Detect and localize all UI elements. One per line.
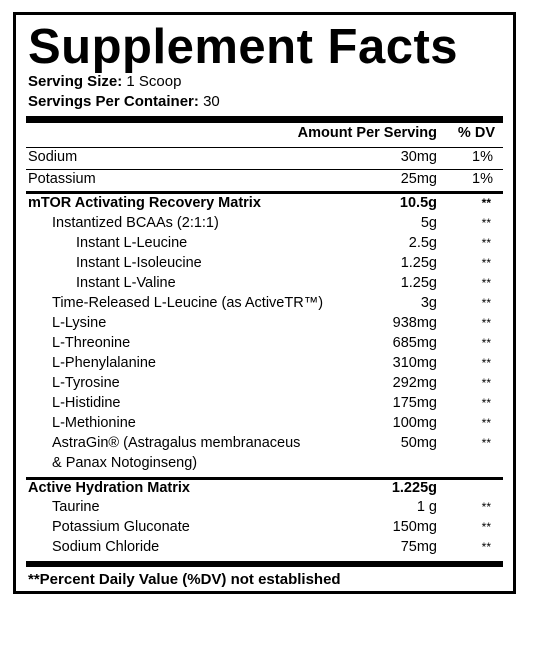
serving-size-label: Serving Size: — [28, 73, 123, 90]
table-row — [28, 395, 501, 415]
row-dv: ** — [481, 336, 491, 350]
divider — [26, 169, 503, 170]
row-amount: 1.25g — [400, 275, 437, 291]
table-row — [28, 235, 501, 255]
supplement-facts-panel — [13, 12, 516, 594]
table-row — [28, 295, 501, 315]
thick-divider — [26, 116, 503, 123]
panel-title: Supplement Facts — [28, 20, 459, 74]
row-name: Instant L-Isoleucine — [76, 255, 202, 271]
matrix-amount: 10.5g — [399, 195, 437, 211]
row-name: Sodium — [28, 149, 78, 165]
table-row — [28, 335, 501, 355]
matrix-name: Active Hydration Matrix — [28, 480, 190, 496]
thick-divider — [26, 561, 503, 567]
row-amount: 292mg — [392, 375, 437, 391]
row-name: L-Methionine — [52, 415, 136, 431]
row-amount: 3g — [420, 295, 437, 311]
row-amount: 310mg — [392, 355, 437, 371]
divider — [26, 147, 503, 148]
footnote: **Percent Daily Value (%DV) not established — [28, 571, 341, 588]
servings-label: Servings Per Container: — [28, 93, 199, 110]
row-amount: 685mg — [392, 335, 437, 351]
row-dv: ** — [481, 396, 491, 410]
row-dv: 1% — [472, 171, 493, 187]
row-name: L-Histidine — [52, 395, 121, 411]
row-amount: 175mg — [392, 395, 437, 411]
table-row — [28, 455, 501, 475]
row-dv: 1% — [472, 149, 493, 165]
table-row — [28, 355, 501, 375]
row-name: L-Lysine — [52, 315, 107, 331]
serving-size — [28, 73, 181, 90]
row-amount: 50mg — [400, 435, 437, 451]
column-header — [28, 125, 501, 145]
table-row — [28, 255, 501, 275]
row-dv: ** — [481, 356, 491, 370]
row-dv: ** — [481, 540, 491, 554]
table-row — [28, 519, 501, 539]
row-amount: 100mg — [392, 415, 437, 431]
table-row — [28, 315, 501, 335]
row-dv: ** — [481, 520, 491, 534]
row-dv: ** — [481, 376, 491, 390]
serving-size-value: 1 Scoop — [126, 73, 182, 90]
servings-per-container — [28, 93, 220, 110]
row-dv: ** — [481, 436, 491, 450]
row-dv: ** — [481, 256, 491, 270]
row-dv: ** — [481, 236, 491, 250]
table-row — [28, 149, 501, 169]
row-amount: 938mg — [392, 315, 437, 331]
table-row — [28, 539, 501, 559]
medium-divider — [26, 191, 503, 194]
row-dv: ** — [481, 276, 491, 290]
row-amount: 5g — [420, 215, 437, 231]
matrix-dv: ** — [481, 196, 491, 210]
row-name: Instant L-Leucine — [76, 235, 188, 251]
table-row — [28, 499, 501, 519]
matrix-amount: 1.225g — [391, 480, 437, 496]
header-dv: % DV — [457, 125, 495, 141]
row-name: L-Phenylalanine — [52, 355, 156, 371]
row-name: Time-Released L-Leucine (as ActiveTR™) — [52, 295, 324, 311]
matrix-row-mtor — [28, 195, 501, 215]
header-amount: Amount Per Serving — [297, 125, 437, 141]
matrix-name: mTOR Activating Recovery Matrix — [28, 195, 261, 211]
servings-value: 30 — [203, 93, 220, 110]
row-amount: 150mg — [392, 519, 437, 535]
table-row — [28, 375, 501, 395]
row-amount: 1 g — [416, 499, 437, 515]
row-amount: 1.25g — [400, 255, 437, 271]
row-name: Taurine — [52, 499, 100, 515]
row-dv: ** — [481, 500, 491, 514]
row-name: Sodium Chloride — [52, 539, 160, 555]
row-dv: ** — [481, 316, 491, 330]
row-amount: 25mg — [400, 171, 437, 187]
row-amount: 2.5g — [408, 235, 437, 251]
table-row — [28, 275, 501, 295]
row-name: Potassium — [28, 171, 96, 187]
row-dv: ** — [481, 296, 491, 310]
table-row — [28, 435, 501, 455]
row-amount: 30mg — [400, 149, 437, 165]
table-row — [28, 415, 501, 435]
matrix-row-hydration — [28, 480, 501, 500]
row-amount: 75mg — [400, 539, 437, 555]
table-row — [28, 171, 501, 191]
row-name: & Panax Notoginseng) — [52, 455, 198, 471]
row-name: L-Threonine — [52, 335, 131, 351]
row-dv: ** — [481, 216, 491, 230]
row-name: AstraGin® (Astragalus membranaceus — [52, 435, 301, 451]
row-dv: ** — [481, 416, 491, 430]
table-row — [28, 215, 501, 235]
row-name: Potassium Gluconate — [52, 519, 190, 535]
row-name: Instantized BCAAs (2:1:1) — [52, 215, 219, 231]
row-name: Instant L-Valine — [76, 275, 176, 291]
row-name: L-Tyrosine — [52, 375, 120, 391]
